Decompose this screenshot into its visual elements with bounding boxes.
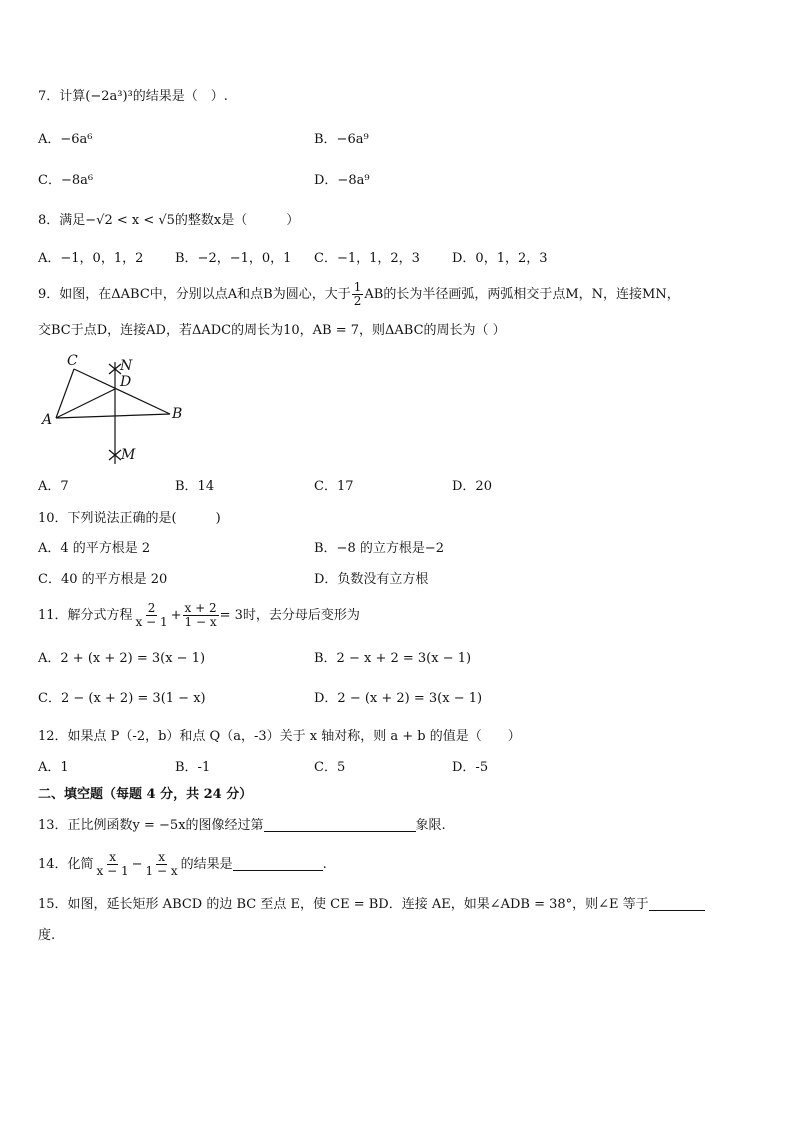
label-b: B bbox=[172, 406, 183, 422]
q11-fraction-1-num: 2 bbox=[147, 601, 156, 615]
q15-stem-part-a: 15．如图，延长矩形 ABCD 的边 BC 至点 E，使 CE = BD．连接 AE，如果∠ADB = 38°，则∠E 等于 bbox=[38, 897, 649, 912]
q12-option-a: A．1 bbox=[38, 760, 69, 775]
q14-answer-blank[interactable] bbox=[233, 856, 323, 871]
q15-stem-line1 bbox=[38, 896, 705, 914]
q14-fraction-2 bbox=[144, 851, 180, 878]
q14-stem-part-c: . bbox=[322, 857, 327, 872]
q8-option-b: B．−2，−1，0，1 bbox=[175, 251, 292, 266]
q9-option-d: D．20 bbox=[452, 479, 492, 494]
q7-option-c: C．−8a⁶ bbox=[38, 173, 94, 188]
q7-option-a: A．−6a⁶ bbox=[38, 132, 93, 147]
q11-stem-part-a: 11．解分式方程 bbox=[38, 608, 133, 623]
q14-stem-part-b: 的结果是 bbox=[180, 857, 233, 872]
triangle-diagram bbox=[38, 352, 198, 470]
q9-fraction-num: 1 bbox=[353, 280, 362, 294]
q12-stem: 12．如果点 P（-2，b）和点 Q（a，-3）关于 x 轴对称，则 a + b 的值是（ ） bbox=[38, 729, 521, 744]
q10-option-a: A．4 的平方根是 2 bbox=[38, 541, 151, 556]
q9-stem-line1 bbox=[38, 280, 680, 310]
q14-stem bbox=[38, 848, 327, 882]
q7-option-b: B．−6a⁹ bbox=[314, 132, 369, 147]
q14-fraction-1-den: x − 1 bbox=[96, 864, 129, 878]
q11-fraction-2-den: 1 − x bbox=[184, 615, 217, 629]
q14-fraction-2-num: x bbox=[158, 850, 165, 864]
q9-stem-line2: 交BC于点D，连接AD，若ΔADC的周长为10，AB = 7，则ΔABC的周长为（ ） bbox=[38, 323, 506, 338]
q10-option-d: D．负数没有立方根 bbox=[314, 572, 429, 587]
q10-stem: 10．下列说法正确的是( ) bbox=[38, 511, 221, 526]
label-d: D bbox=[120, 374, 132, 390]
q7-stem: 7．计算(−2a³)³的结果是（ ）. bbox=[38, 89, 228, 104]
q9-option-b: B．14 bbox=[175, 479, 215, 494]
q8-option-a: A．−1，0，1，2 bbox=[38, 251, 144, 266]
q13-stem bbox=[38, 817, 446, 835]
q9-stem-part-b: AB的长为半径画弧，两弧相交于点M，N，连接MN， bbox=[364, 287, 680, 302]
q11-fraction-2-num: x + 2 bbox=[184, 601, 217, 615]
q10-option-b: B．−8 的立方根是−2 bbox=[314, 541, 445, 556]
q15-answer-blank[interactable] bbox=[649, 896, 705, 911]
label-a: A bbox=[42, 412, 53, 428]
q14-fraction-1-num: x bbox=[109, 850, 116, 864]
q11-option-d: D．2 − (x + 2) = 3(x − 1) bbox=[314, 691, 483, 706]
q9-fraction-den: 2 bbox=[353, 294, 362, 308]
q13-stem-part-a: 13．正比例函数y = −5x的图像经过第 bbox=[38, 818, 264, 833]
q9-option-c: C．17 bbox=[314, 479, 354, 494]
q11-stem bbox=[38, 599, 360, 633]
q15-stem-line2: 度. bbox=[38, 928, 56, 943]
q13-stem-part-b: 象限. bbox=[415, 818, 446, 833]
q10-option-c: C．40 的平方根是 20 bbox=[38, 572, 168, 587]
q9-option-a: A．7 bbox=[38, 479, 69, 494]
q9-figure bbox=[38, 352, 198, 474]
label-n: N bbox=[120, 358, 133, 374]
q12-option-c: C．5 bbox=[314, 760, 346, 775]
q12-option-b: B．-1 bbox=[175, 760, 211, 775]
q14-stem-part-a: 14．化简 bbox=[38, 857, 94, 872]
q14-fraction-1 bbox=[95, 851, 131, 878]
section-2-title: 二、填空题（每题 4 分，共 24 分） bbox=[38, 787, 253, 802]
q11-option-b: B．2 − x + 2 = 3(x − 1) bbox=[314, 651, 472, 666]
q11-fraction-1 bbox=[134, 602, 170, 629]
q8-option-d: D．0，1，2，3 bbox=[452, 251, 548, 266]
q14-fraction-2-den: 1 − x bbox=[145, 864, 178, 878]
q11-plus: + bbox=[170, 608, 182, 623]
q11-fraction-2 bbox=[183, 602, 219, 629]
q11-option-c: C．2 − (x + 2) = 3(1 − x) bbox=[38, 691, 206, 706]
segment-ab bbox=[56, 414, 170, 418]
q11-option-a: A．2 + (x + 2) = 3(x − 1) bbox=[38, 651, 206, 666]
q14-minus: − bbox=[131, 857, 143, 872]
q9-stem-part-a: 9．如图，在ΔABC中，分别以点A和点B为圆心，大于 bbox=[38, 287, 351, 302]
label-m: M bbox=[121, 447, 136, 463]
q12-option-d: D．-5 bbox=[452, 760, 489, 775]
label-c: C bbox=[67, 353, 78, 369]
q11-fraction-1-den: x − 1 bbox=[135, 615, 168, 629]
q9-fraction bbox=[352, 281, 364, 308]
q13-answer-blank[interactable] bbox=[264, 817, 416, 832]
q8-stem: 8．满足−√2 < x < √5的整数x是（ ） bbox=[38, 213, 300, 228]
q8-option-c: C．−1，1，2，3 bbox=[314, 251, 420, 266]
q11-stem-part-b: = 3时，去分母后变形为 bbox=[219, 608, 360, 623]
q7-option-d: D．−8a⁹ bbox=[314, 173, 370, 188]
